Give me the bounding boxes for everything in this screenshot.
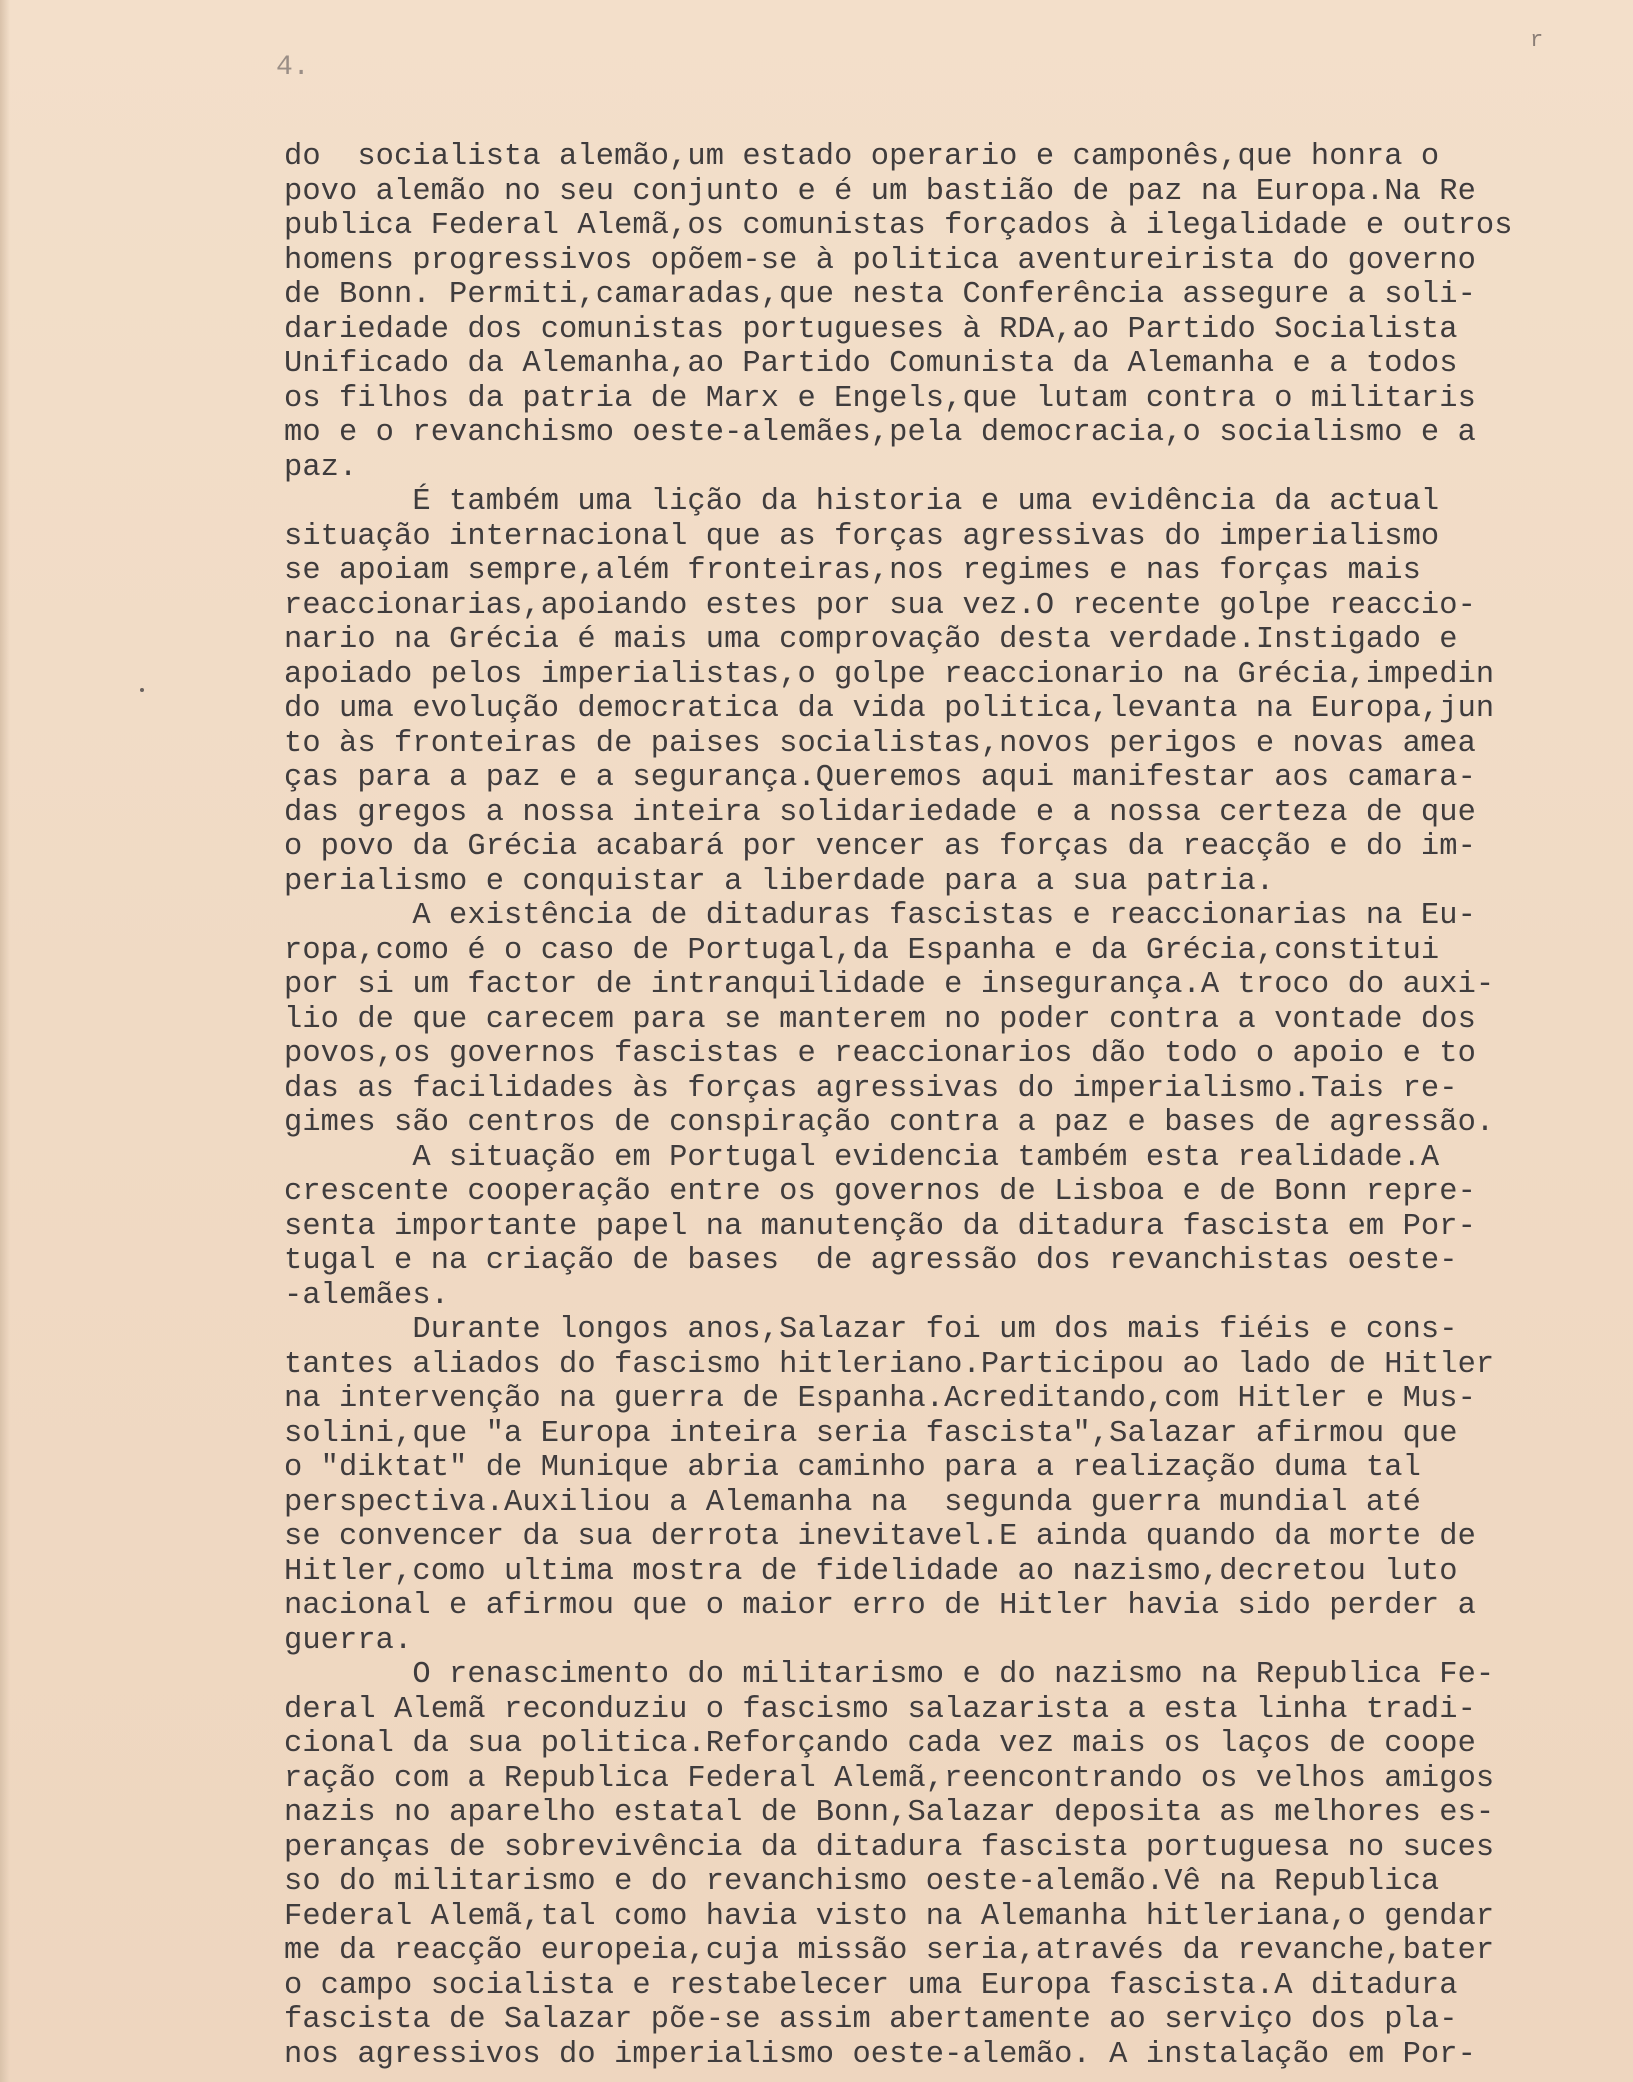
text-line: povos,os governos fascistas e reaccionarios dão todo o apoio e to bbox=[284, 1037, 1476, 1071]
text-line: ças para a paz e a segurança.Queremos aqui manifestar aos camara- bbox=[284, 761, 1476, 795]
text-line: Hitler,como ultima mostra de fidelidade ao nazismo,decretou luto bbox=[284, 1554, 1458, 1589]
text-line: nario na Grécia é mais uma comprovação desta verdade.Instigado e bbox=[284, 623, 1458, 657]
text-line: crescente cooperação entre os governos de Lisboa e de Bonn repre- bbox=[284, 1175, 1476, 1209]
text-line: ração com a Republica Federal Alemã,reencontrando os velhos amigos bbox=[284, 1761, 1495, 1796]
text-line: gimes são centros de conspiração contra a paz e bases de agressão. bbox=[284, 1106, 1495, 1140]
text-line: Unificado da Alemanha,ao Partido Comunista da Alemanha e a todos bbox=[284, 347, 1458, 381]
text-line: apoiado pelos imperialistas,o golpe reaccionario na Grécia,impedin bbox=[284, 657, 1495, 692]
text-line: tugal e na criação de bases de agressão dos revanchistas oeste- bbox=[284, 1244, 1458, 1278]
text-line: dariedade dos comunistas portugueses à RDA,ao Partido Socialista bbox=[284, 312, 1458, 347]
text-line: lio de que carecem para se manterem no poder contra a vontade dos bbox=[284, 1002, 1476, 1037]
text-line: o "diktat" de Munique abria caminho para a realização duma tal bbox=[284, 1451, 1421, 1485]
text-line: fascista de Salazar põe-se assim abertamente ao serviço dos pla- bbox=[284, 2003, 1458, 2037]
text-line: so do militarismo e do revanchismo oeste-alemão.Vê na Republica bbox=[284, 1865, 1440, 1899]
text-line: das as facilidades às forças agressivas do imperialismo.Tais re- bbox=[284, 1071, 1458, 1106]
text-line: tantes aliados do fascismo hitleriano.Participou ao lado de Hitler bbox=[284, 1347, 1495, 1382]
text-line: do uma evolução democratica da vida politica,levanta na Europa,jun bbox=[284, 692, 1495, 726]
text-line: O renascimento do militarismo e do nazismo na Republica Fe- bbox=[284, 1658, 1495, 1692]
text-line: perialismo e conquistar a liberdade para a sua patria. bbox=[284, 864, 1275, 899]
text-line: deral Alemã reconduziu o fascismo salazarista a esta linha tradi- bbox=[284, 1692, 1476, 1727]
text-line: ropa,como é o caso de Portugal,da Espanha e da Grécia,constitui bbox=[284, 933, 1440, 968]
text-line: Durante longos anos,Salazar foi um dos mais fiéis e cons- bbox=[284, 1313, 1458, 1347]
text-line: solini,que "a Europa inteira seria fascista",Salazar afirmou que bbox=[284, 1416, 1458, 1451]
text-line: de Bonn. Permiti,camaradas,que nesta Conferência assegure a soli- bbox=[284, 278, 1476, 312]
text-line: situação internacional que as forças agressivas do imperialismo bbox=[284, 519, 1440, 554]
text-line: me da reacção europeia,cuja missão seria,através da revanche,bater bbox=[284, 1934, 1495, 1968]
text-line: A situação em Portugal evidencia também esta realidade.A bbox=[284, 1140, 1440, 1175]
text-line: por si um factor de intranquilidade e insegurança.A troco do auxi- bbox=[284, 968, 1495, 1002]
text-line: perspectiva.Auxiliou a Alemanha na segunda guerra mundial até bbox=[284, 1485, 1421, 1520]
typewritten-body bbox=[284, 140, 1614, 2072]
paper-edge bbox=[0, 0, 10, 2082]
text-line: se apoiam sempre,além fronteiras,nos regimes e nas forças mais bbox=[284, 554, 1421, 588]
corner-mark: r bbox=[1530, 28, 1544, 53]
text-line: do socialista alemão,um estado operario e camponês,que honra o bbox=[284, 140, 1440, 174]
text-line: paz. bbox=[284, 450, 358, 485]
text-line: nacional e afirmou que o maior erro de Hitler havia sido perder a bbox=[284, 1589, 1476, 1623]
text-line: -alemães. bbox=[284, 1278, 450, 1313]
text-line: se convencer da sua derrota inevitavel.E ainda quando da morte de bbox=[284, 1520, 1476, 1554]
text-line: reaccionarias,apoiando estes por sua vez.O recente golpe reaccio- bbox=[284, 588, 1476, 623]
text-line: to às fronteiras de paises socialistas,novos perigos e novas amea bbox=[284, 726, 1476, 761]
margin-mark bbox=[140, 688, 144, 692]
text-line: A existência de ditaduras fascistas e reaccionarias na Eu- bbox=[284, 899, 1476, 933]
text-line: nos agressivos do imperialismo oeste-alemão. A instalação em Por- bbox=[284, 2037, 1476, 2072]
text-line: os filhos da patria de Marx e Engels,que lutam contra o militaris bbox=[284, 381, 1476, 416]
text-line: homens progressivos opõem-se à politica aventureirista do governo bbox=[284, 243, 1476, 278]
text-line: cional da sua politica.Reforçando cada vez mais os laços de coope bbox=[284, 1727, 1476, 1761]
text-line: Federal Alemã,tal como havia visto na Alemanha hitleriana,o gendar bbox=[284, 1899, 1495, 1934]
text-line: publica Federal Alemã,os comunistas forçados à ilegalidade e outros bbox=[284, 209, 1513, 243]
text-line: nazis no aparelho estatal de Bonn,Salazar deposita as melhores es- bbox=[284, 1796, 1495, 1830]
text-line: das gregos a nossa inteira solidariedade e a nossa certeza de que bbox=[284, 795, 1476, 830]
text-line: o povo da Grécia acabará por vencer as forças da reacção e do im- bbox=[284, 830, 1476, 864]
text-line: povo alemão no seu conjunto e é um bastião de paz na Europa.Na Re bbox=[284, 174, 1476, 209]
text-line: na intervenção na guerra de Espanha.Acreditando,com Hitler e Mus- bbox=[284, 1382, 1476, 1416]
text-line: guerra. bbox=[284, 1623, 413, 1658]
text-line: É também uma lição da historia e uma evidência da actual bbox=[284, 485, 1440, 519]
text-line: o campo socialista e restabelecer uma Europa fascista.A ditadura bbox=[284, 1968, 1458, 2003]
text-line: peranças de sobrevivência da ditadura fascista portuguesa no suces bbox=[284, 1830, 1495, 1865]
text-line: mo e o revanchismo oeste-alemães,pela democracia,o socialismo e a bbox=[284, 416, 1476, 450]
page-number: 4. bbox=[276, 52, 310, 83]
text-line: senta importante papel na manutenção da ditadura fascista em Por- bbox=[284, 1209, 1476, 1244]
